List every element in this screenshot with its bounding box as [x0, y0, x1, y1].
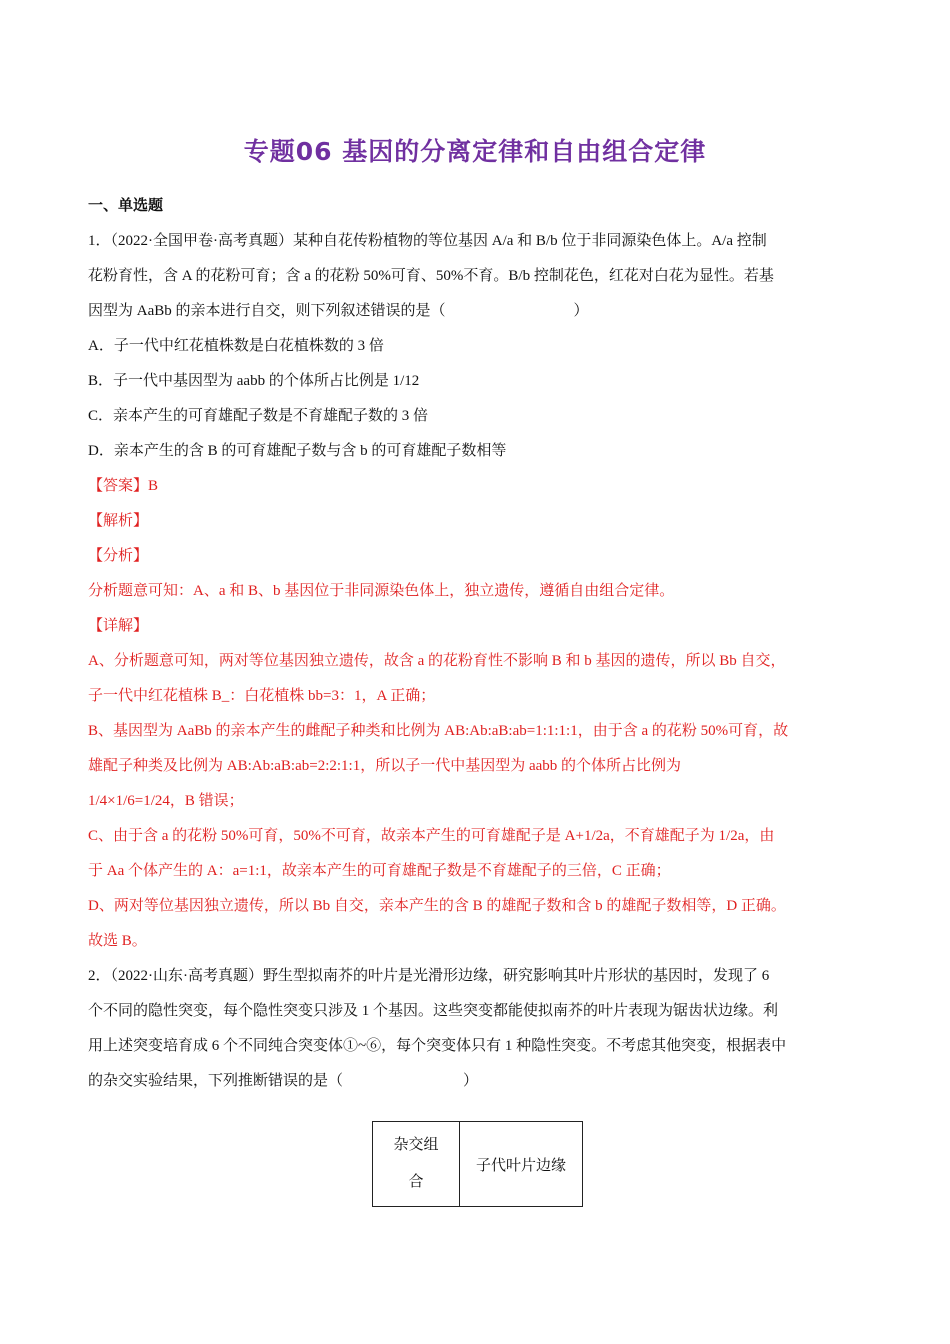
q1-stem-text: 因型为 AaBb 的亲本进行自交，则下列叙述错误的是（ [88, 303, 446, 319]
table-header-row [373, 1122, 583, 1207]
analysis-label: 【解析】 [88, 513, 149, 529]
header-text: 合 [408, 1174, 424, 1190]
detail-label: 【详解】 [88, 618, 149, 634]
q2-stem-line: 用上述突变培育成 6 个不同纯合突变体①~⑥，每个突变体只有 1 种隐性突变。不考虑其他突变，根据表中 [88, 1038, 787, 1054]
page-title: 专题06 基因的分离定律和自由组合定律 [243, 137, 707, 166]
q2-stem-text: 的杂交实验结果，下列推断错误的是（ [88, 1073, 344, 1089]
fenxi-text: 分析题意可知：A、a 和 B、b 基因位于非同源染色体上，独立遗传，遵循自由组合定律。 [88, 583, 675, 599]
table-header-leaf-edge: 子代叶片边缘 [460, 1122, 583, 1207]
q1-answer [88, 469, 868, 504]
answer-label: 【答案】 [88, 478, 149, 494]
detail-line: 雄配子种类及比例为 AB:Ab:aB:ab=2:2:1:1，所以子一代中基因型为 aabb 的个体所占比例为 [88, 758, 682, 774]
q2-bracket-close: ） [463, 1073, 479, 1089]
section-heading: 一、单选题 [88, 196, 164, 214]
q2-stem-line: 2．（2022·山东·高考真题）野生型拟南芥的叶片是光滑形边缘，研究影响其叶片形状的基因时，发现了 6 [88, 968, 770, 984]
q1-stem-line: 1．（2022·全国甲卷·高考真题）某种自花传粉植物的等位基因 A/a 和 B/b 位于非同源染色体上。A/a 控制 [88, 233, 767, 249]
q2-stem-line: 个不同的隐性突变，每个隐性突变只涉及 1 个基因。这些突变都能使拟南芥的叶片表现为锯齿状边缘。利 [88, 1003, 779, 1019]
detail-line: D、两对等位基因独立遗传，所以 Bb 自交，亲本产生的含 B 的雄配子数和含 b 的雄配子数相等，D 正确。 [88, 898, 786, 914]
q1-option-b: B．子一代中基因型为 aabb 的个体所占比例是 1/12 [88, 373, 420, 389]
q1-option-a: A．子一代中红花植株数是白花植株数的 3 倍 [88, 338, 384, 354]
q1-option-d: D．亲本产生的含 B 的可育雄配子数与含 b 的可育雄配子数相等 [88, 443, 507, 459]
detail-line: B、基因型为 AaBb 的亲本产生的雌配子种类和比例为 AB:Ab:aB:ab=1:1:1:1，由于含 a 的花粉 50%可育，故 [88, 723, 789, 739]
q1-stem-line: 花粉育性，含 A 的花粉可育；含 a 的花粉 50%可育、50%不育。B/b 控制花色，红花对白花为显性。若基 [88, 268, 774, 284]
q2-stem-line [88, 1064, 868, 1099]
detail-line: C、由于含 a 的花粉 50%可育，50%不可育，故亲本产生的可育雄配子是 A+1/2a，不育雄配子为 1/2a，由 [88, 828, 775, 844]
table-header-cross-combination [373, 1122, 460, 1207]
header-text: 杂交组 [393, 1137, 439, 1153]
fenxi-label: 【分析】 [88, 548, 149, 564]
q1-bracket-close: ） [573, 303, 589, 319]
detail-line: 1/4×1/6=1/24，B 错误； [88, 793, 244, 809]
cross-experiment-table [372, 1121, 583, 1207]
detail-line: 子一代中红花植株 B_：白花植株 bb=3：1，A 正确； [88, 688, 436, 704]
q1-stem-line [88, 294, 868, 329]
answer-value: B [148, 478, 159, 494]
detail-line: A、分析题意可知，两对等位基因独立遗传，故含 a 的花粉育性不影响 B 和 b 基因的遗传，所以 Bb 自交， [88, 653, 786, 669]
q1-option-c: C．亲本产生的可育雄配子数是不育雄配子数的 3 倍 [88, 408, 429, 424]
document-body [88, 224, 868, 1099]
detail-line: 故选 B。 [88, 933, 147, 949]
detail-line: 于 Aa 个体产生的 A：a=1:1，故亲本产生的可育雄配子数是不育雄配子的三倍，C 正确； [88, 863, 671, 879]
